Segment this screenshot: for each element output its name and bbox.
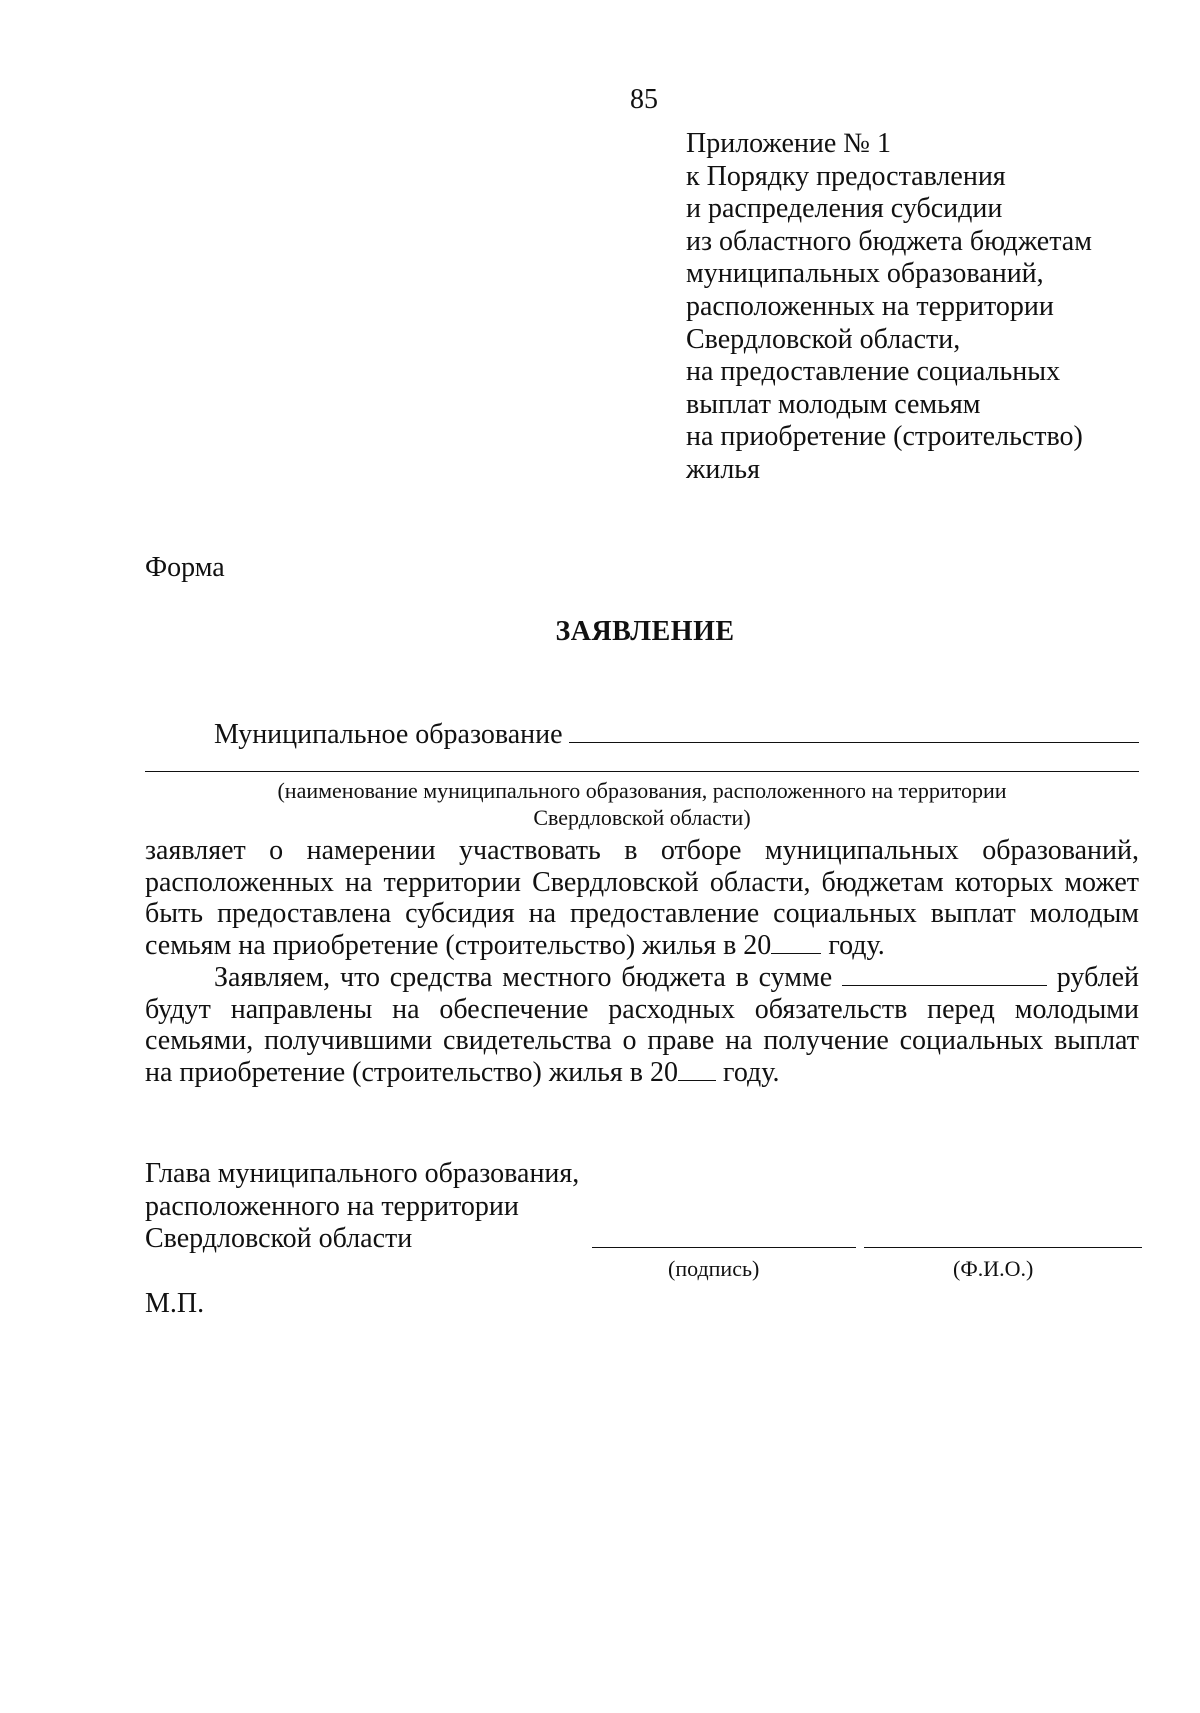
- budget-text-end: году.: [716, 1056, 780, 1088]
- stamp-label: М.П.: [145, 1288, 205, 1319]
- appendix-line: Свердловской области,: [686, 323, 961, 355]
- signatory-title: [145, 1158, 579, 1256]
- form-label: Форма: [145, 552, 225, 583]
- appendix-line: из областного бюджета бюджетам: [686, 225, 1092, 257]
- appendix-line: муниципальных образований,: [686, 258, 1044, 290]
- municipality-caption: [145, 777, 1139, 831]
- signature-caption: (подпись): [668, 1256, 760, 1281]
- appendix-line: Приложение № 1: [686, 128, 891, 159]
- signature-blank: [592, 1247, 856, 1248]
- municipality-caption-line: Свердловской области): [533, 805, 751, 830]
- municipality-name-blank: [569, 716, 1139, 743]
- appendix-line: и распределения субсидии: [686, 193, 1003, 225]
- appendix-line: на приобретение (строительство): [686, 421, 1083, 453]
- application-body: [145, 835, 1139, 1089]
- declaration-text: заявляет о намерении участвовать в отборе муниципальных образований, расположенных на территории Свердловской области, бюджетам которых может быть предоставлена субсидия на предоставление социальных выплат молодым семьям на приобретение (строительство) жилья в 20: [145, 835, 1139, 962]
- appendix-line: выплат молодым семьям: [686, 388, 981, 420]
- year-blank: [771, 931, 821, 954]
- page-number: 85: [630, 84, 658, 115]
- municipality-row: [214, 716, 1139, 751]
- declaration-text-end: году.: [821, 930, 885, 962]
- year-blank: [678, 1058, 716, 1081]
- signatory-line: Глава муниципального образования,: [145, 1158, 580, 1189]
- appendix-line: к Порядку предоставления: [686, 160, 1006, 192]
- budget-text-middle: рублей будут направлены на обеспечение расходных обязательств перед молодыми семьями, получившими свидетельства о праве на получение социальных выплат на приобретение (строительство) жилья в 20: [145, 961, 1139, 1088]
- appendix-line: жилья: [686, 453, 760, 485]
- budget-text: Заявляем, что средства местного бюджета в сумме: [214, 961, 842, 993]
- declaration-paragraph: [145, 835, 1139, 962]
- full-name-blank: [864, 1247, 1142, 1248]
- full-name-caption: (Ф.И.О.): [953, 1256, 1034, 1281]
- appendix-reference: [686, 128, 1166, 487]
- municipality-caption-line: (наименование муниципального образования, расположенного на территории: [277, 778, 1007, 803]
- appendix-line: на предоставление социальных: [686, 356, 1061, 388]
- document-title: ЗАЯВЛЕНИЕ: [555, 616, 735, 647]
- signatory-line: Свердловской области: [145, 1223, 413, 1254]
- signatory-line: расположенного на территории: [145, 1190, 519, 1222]
- amount-blank: [842, 963, 1047, 986]
- municipality-name-blank-continued: [145, 771, 1139, 772]
- budget-paragraph: [145, 962, 1139, 1089]
- municipality-label: Муниципальное образование: [214, 719, 563, 750]
- appendix-line: расположенных на территории: [686, 290, 1054, 322]
